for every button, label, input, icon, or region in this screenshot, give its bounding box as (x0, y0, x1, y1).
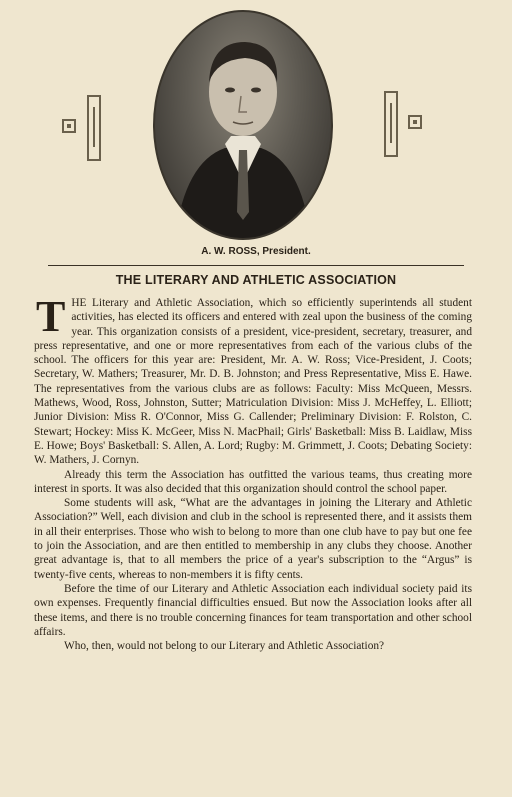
divider (48, 265, 464, 266)
ornament-bar-right (384, 91, 398, 157)
paragraph-1 (34, 292, 472, 468)
portrait-caption: A. W. ROSS, President. (201, 246, 311, 257)
paragraph-4: Before the time of our Literary and Athletic Association each individual society paid its own expenses. Frequently financial difficulties ensued. But now the Association looks after all these items, and there is no trouble concerning finances for team transportation and other school affairs. (34, 582, 472, 638)
drop-cap: T (36, 292, 66, 341)
article-body (34, 292, 472, 653)
portrait-photo (153, 10, 333, 240)
portrait-frame (153, 10, 333, 240)
ornament-square-right (408, 115, 422, 129)
ornament-bar-left (87, 95, 101, 161)
article-heading: THE LITERARY AND ATHLETIC ASSOCIATION (115, 273, 397, 287)
paragraph-1-text: HE Literary and Athletic Association, which so efficiently superintends all student activities, has elected its officers and entered with zeal upon the business of the coming year. This organization consists of a president, vice-president, secretary, treasurer, and press representative, and one or more representatives from each of the various clubs of the school. The officers for this year are: President, Mr. A. W. Ross; Vice-President, J. Coots; Secretary, W. Mathers; Treasurer, Mr. D. B. Johnston; and Press Representative, Miss E. Hawe. The representatives from the various clubs are as follows: Faculty: Miss McQueen, Messrs. Mathews, Wood, Ross, Johnston, Sutter; Matriculation Division: Miss J. McHeffey, L. Elliott; Junior Division: Miss R. O'Connor, Miss G. Callender; Preliminary Division: F. Rolston, C. Stewart; Hockey: Miss K. McGeer, Miss N. MacPhail; Girls' Basketball: Miss B. Laidlaw, Miss E. Howe; Boys' Basketball: S. Allen, A. Lord; Rugby: M. Grimmett, J. Coots; Debating Society: W. Mathers, J. Cornyn. (34, 297, 472, 467)
portrait-figure (155, 12, 331, 238)
ornament-square-left (62, 119, 76, 133)
paragraph-2: Already this term the Association has outfitted the various teams, thus creating more interest in sports. It was also decided that this organization should control the school paper. (34, 468, 472, 495)
paragraph-5: Who, then, would not belong to our Literary and Athletic Association? (64, 640, 385, 653)
paragraph-3: Some students will ask, “What are the advantages in joining the Literary and Athletic Association?” Well, each division and club in the school is represented there, and it assists them in all their enterprises. Those who wish to belong to more than one club have to pay but one fee to join the Association, and are then entitled to membership in any clubs they choose. Another great advantage is, that to all members the price of a year's subscription to the “Argus” is twenty-five cents, whereas to non-members it is fifty cents. (34, 497, 472, 581)
